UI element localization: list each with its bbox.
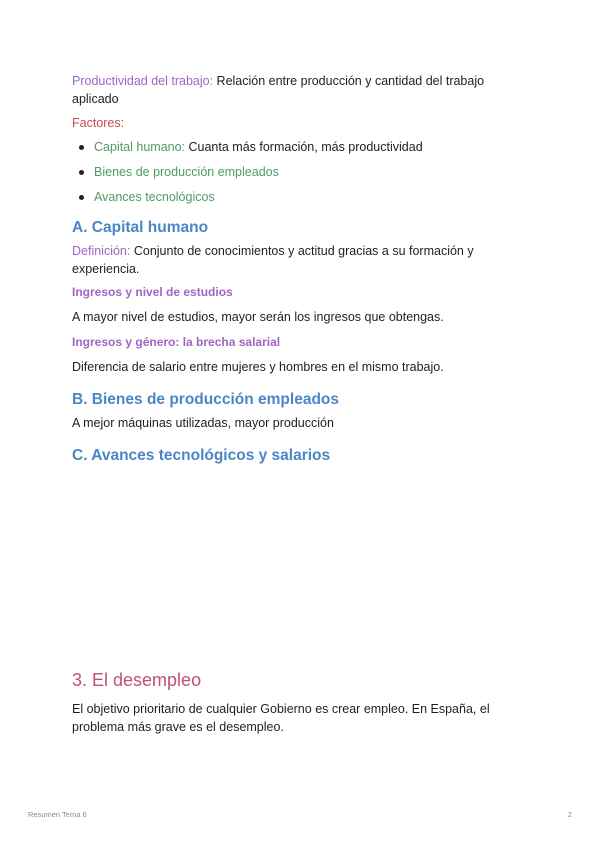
list-item [72,138,532,156]
capital-humano-definition [72,242,532,278]
definicion-term: Definición: [72,244,131,258]
productividad-text: Relación entre producción y cantidad del trabajo aplicado [72,74,485,106]
factor-term: Capital humano: [94,140,186,154]
productividad-term: Productividad del trabajo: [72,74,214,88]
bienes-text: A mejor máquinas utilizadas, mayor producción [72,416,334,430]
subheading-ingresos-estudios: Ingresos y nivel de estudios [72,285,233,299]
list-item [72,163,532,181]
page-content [72,72,532,742]
productividad-definition [72,72,532,108]
bullet-icon [79,170,84,175]
blank-space [72,470,532,668]
desempleo-text: El objetivo prioritario de cualquier Gobierno es crear empleo. En España, el problema más grave es el desempleo. [72,702,490,734]
ingresos-estudios-text: A mayor nivel de estudios, mayor serán los ingresos que obtengas. [72,310,444,324]
factor-text: Cuanta más formación, más productividad [185,140,423,154]
section-b-heading: B. Bienes de producción empleados [72,391,340,408]
subheading-brecha-salarial: Ingresos y género: la brecha salarial [72,335,281,349]
bullet-icon [79,195,84,200]
factores-label: Factores: [72,116,125,130]
definicion-text: Conjunto de conocimientos y actitud gracias a su formación y experiencia. [72,244,474,276]
section-c-heading: C. Avances tecnológicos y salarios [72,447,331,464]
footer-page-number: 2 [567,810,572,819]
list-item [72,188,532,206]
section-a-heading: A. Capital humano [72,219,209,236]
bullet-icon [79,145,84,150]
factor-term: Avances tecnológicos [94,190,215,204]
section-3-heading: 3. El desempleo [72,670,202,690]
factors-list [72,138,532,206]
footer-document-title: Resumen Tema 6 [28,810,87,819]
factor-term: Bienes de producción empleados [94,165,279,179]
brecha-salarial-text: Diferencia de salario entre mujeres y hombres en el mismo trabajo. [72,360,444,374]
